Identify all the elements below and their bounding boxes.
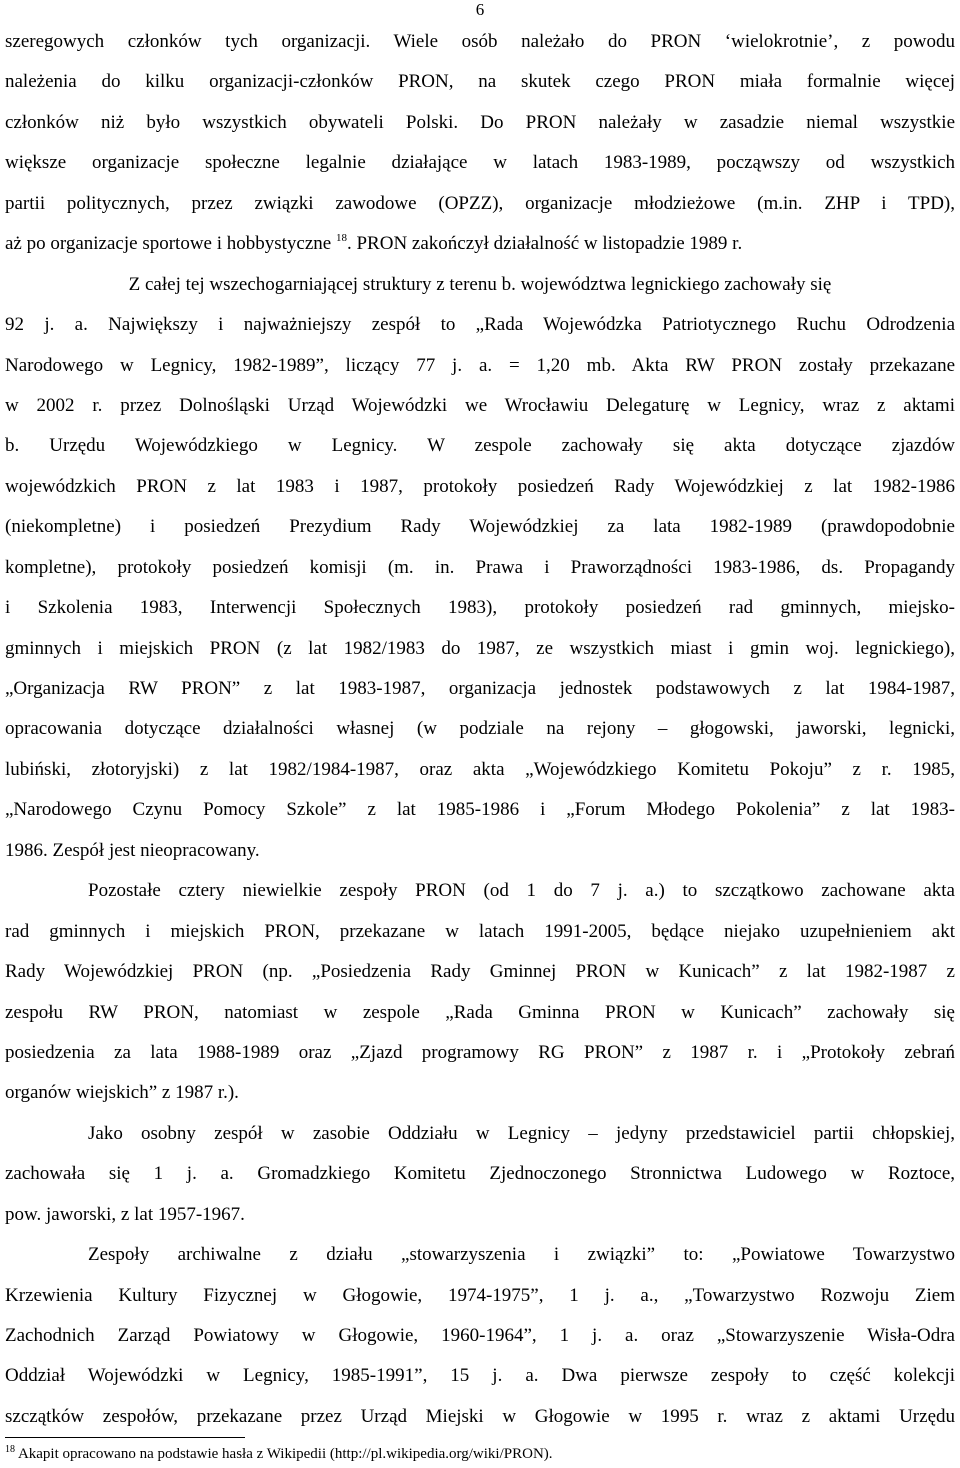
page-number: 6 bbox=[475, 0, 485, 19]
text-line: lubiński, złotoryjski) z lat 1982/1984-1987, oraz akta „Wojewódzkiego Komitetu Pokoju” z r. 1985, bbox=[5, 758, 955, 780]
text-line: organów wiejskich” z 1987 r.). bbox=[5, 1082, 239, 1104]
footnote-number: 18 bbox=[5, 1444, 15, 1455]
text-line: i Szkolenia 1983, Interwencji Społecznych 1983), protokoły posiedzeń rad gminnych, miejsko- bbox=[5, 597, 955, 619]
text-line: „Organizacja RW PRON” z lat 1983-1987, organizacja jednostek podstawowych z lat 1984-1987, bbox=[5, 678, 955, 699]
text-segment: aż po organizacje sportowe i hobbystyczne bbox=[5, 233, 332, 255]
text-line: partii politycznych, przez związki zawodowe (OPZZ), organizacje młodzieżowe (m.in. ZHP i TPD), bbox=[5, 192, 955, 214]
text-line: Zachodnich Zarząd Powiatowy w Głogowie, 1960-1964”, 1 j. a. oraz „Stowarzyszenie Wisła-Odra bbox=[5, 1325, 955, 1346]
text-line: „Narodowego Czynu Pomocy Szkole” z lat 1985-1986 i „Forum Młodego Pokolenia” z lat 1983- bbox=[5, 799, 955, 821]
text-line: w 2002 r. przez Dolnośląski Urząd Wojewódzki we Wrocławiu Delegaturę w Legnicy, wraz z aktami bbox=[5, 394, 955, 416]
text-line: (niekompletne) i posiedzeń Prezydium Rady Wojewódzkiej za lata 1982-1989 (prawdopodobnie bbox=[5, 516, 955, 538]
text-line: szeregowych członków tych organizacji. Wiele osób należało do PRON ‘wielokrotnie’, z powodu bbox=[5, 31, 955, 52]
text-line: rad gminnych i miejskich PRON, przekazane w latach 1991-2005, będące niejako uzupełnieniem akt bbox=[5, 920, 955, 942]
text-line: 1986. Zespół jest nieopracowany. bbox=[5, 839, 260, 861]
text-line: opracowania dotyczące działalności własnej (w podziale na rejony – głogowski, jaworski, legnicki, bbox=[5, 718, 955, 740]
text-line: posiedzenia za lata 1988-1989 oraz „Zjazd programowy RG PRON” z 1987 r. i „Protokoły zebrań bbox=[5, 1041, 955, 1063]
footnote-text: Akapit opracowano na podstawie hasła z Wikipedii (http://pl.wikipedia.org/wiki/PRON). bbox=[17, 1446, 553, 1462]
text-line: zespołu RW PRON, natomiast w zespole „Rada Gminna PRON w Kunicach” zachowały się bbox=[5, 1001, 955, 1023]
text-line: Oddział Wojewódzki w Legnicy, 1985-1991”, 15 j. a. Dwa pierwsze zespoły to część kolekcji bbox=[5, 1365, 955, 1387]
text-line: szczątków zespołów, przekazane przez Urząd Miejski w Głogowie w 1995 r. wraz z aktami Urzędu bbox=[5, 1405, 955, 1427]
text-line: zachowała się 1 j. a. Gromadzkiego Komitetu Zjednoczonego Stronnictwa Ludowego w Roztoce, bbox=[5, 1163, 955, 1185]
text-line: Z całej tej wszechogarniającej struktury z terenu b. województwa legnickiego zachowały się bbox=[128, 273, 832, 295]
text-line: wojewódzkich PRON z lat 1983 i 1987, protokoły posiedzeń Rady Wojewódzkiej z lat 1982-1986 bbox=[5, 475, 955, 497]
text-segment: . PRON zakończył działalność w listopadzie 1989 r. bbox=[346, 233, 743, 255]
text-line: gminnych i miejskich PRON (z lat 1982/1983 do 1987, ze wszystkich miast i gmin woj. legnickiego), bbox=[5, 637, 955, 659]
text-line: 92 j. a. Największy i najważniejszy zespół to „Rada Wojewódzka Patriotycznego Ruchu Odrodzenia bbox=[5, 314, 955, 336]
text-line: członków niż było wszystkich obywateli Polski. Do PRON należały w zasadzie niemal wszystkie bbox=[5, 111, 955, 133]
footnote bbox=[5, 1444, 553, 1464]
text-line: Rady Wojewódzkiej PRON (np. „Posiedzenia Rady Gminnej PRON w Kunicach” z lat 1982-1987 z bbox=[5, 961, 955, 983]
text-line: większe organizacje społeczne legalnie działające w latach 1983-1989, począwszy od wszystkich bbox=[5, 152, 955, 174]
footnote-reference: 18 bbox=[335, 232, 347, 245]
paragraph-first-line: Zespoły archiwalne z działu „stowarzyszenia i związki” to: „Powiatowe Towarzystwo bbox=[88, 1244, 955, 1266]
text-line: kompletne), protokoły posiedzeń komisji (m. in. Prawa i Praworządności 1983-1986, ds. Propagandy bbox=[5, 556, 955, 578]
text-line: Krzewienia Kultury Fizycznej w Głogowie, 1974-1975”, 1 j. a., „Towarzystwo Rozwoju Ziem bbox=[5, 1284, 955, 1306]
paragraph-first-line: Jako osobny zespół w zasobie Oddziału w Legnicy – jedyny przedstawiciel partii chłopskiej, bbox=[88, 1122, 955, 1144]
paragraph-first-line: Pozostałe cztery niewielkie zespoły PRON (od 1 do 7 j. a.) to szczątkowo zachowane akta bbox=[88, 880, 955, 902]
text-line-with-footnote-ref bbox=[5, 224, 955, 264]
text-line: b. Urzędu Wojewódzkiego w Legnicy. W zespole zachowały się akta dotyczące zjazdów bbox=[5, 435, 955, 457]
text-line: Narodowego w Legnicy, 1982-1989”, liczący 77 j. a. = 1,20 mb. Akta RW PRON zostały przekazane bbox=[5, 354, 955, 376]
text-line: pow. jaworski, z lat 1957-1967. bbox=[5, 1203, 245, 1225]
footnote-separator bbox=[5, 1437, 245, 1438]
body-text bbox=[5, 22, 955, 1437]
text-line: należenia do kilku organizacji-członków PRON, na skutek czego PRON miała formalnie więcej bbox=[5, 71, 955, 93]
